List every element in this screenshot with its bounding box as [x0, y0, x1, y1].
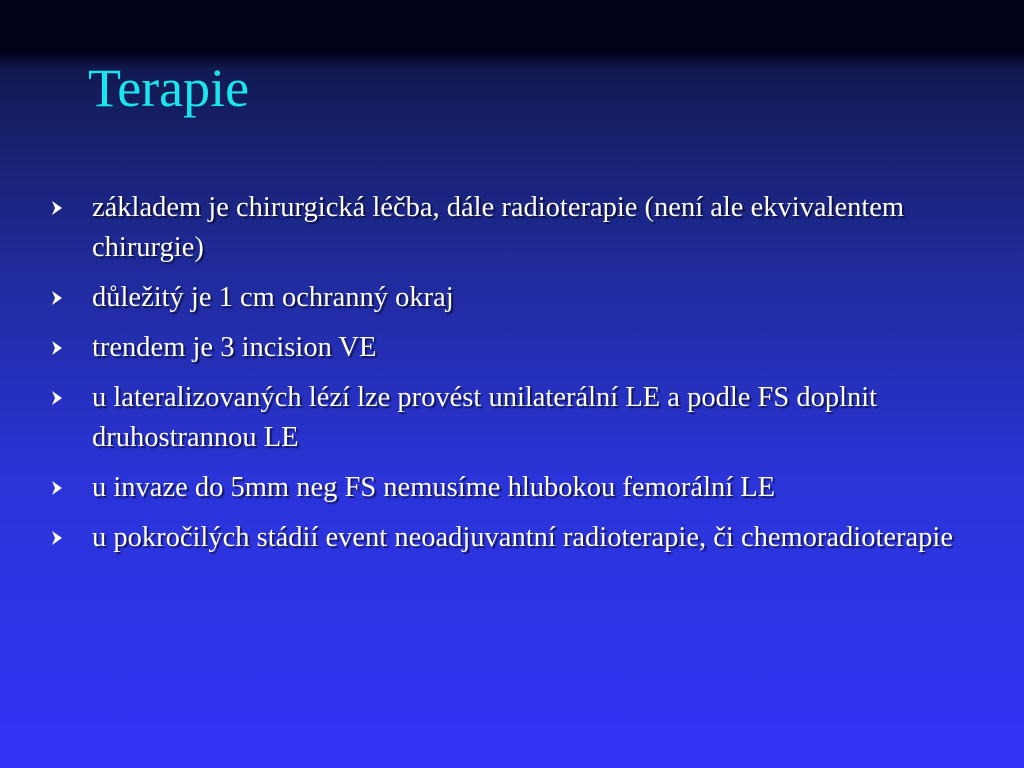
bullet-item — [50, 378, 970, 458]
arrow-bullet-icon — [50, 378, 80, 418]
bullet-item — [50, 518, 970, 558]
arrow-bullet-icon — [50, 278, 80, 318]
bullet-item — [50, 188, 970, 268]
bullet-item — [50, 278, 970, 318]
arrow-bullet-icon — [50, 468, 80, 508]
bullet-text: u invaze do 5mm neg FS nemusíme hlubokou femorální LE — [92, 472, 776, 503]
bullet-text: důležitý je 1 cm ochranný okraj — [92, 282, 454, 313]
bullet-text: u lateralizovaných lézí lze provést unilaterální LE a podle FS doplnit druhostrannou LE — [92, 382, 878, 453]
bullet-item — [50, 328, 970, 368]
bullet-text: základem je chirurgická léčba, dále radioterapie (není ale ekvivalentem chirurgie) — [92, 192, 905, 263]
arrow-bullet-icon — [50, 188, 80, 228]
bullet-item — [50, 468, 970, 508]
bullet-list — [50, 188, 970, 568]
arrow-bullet-icon — [50, 518, 80, 558]
slide-title: Terapie — [88, 58, 250, 118]
bullet-text: u pokročilých stádií event neoadjuvantní radioterapie, či chemoradioterapie — [92, 522, 953, 553]
arrow-bullet-icon — [50, 328, 80, 368]
bullet-text: trendem je 3 incision VE — [92, 332, 377, 363]
